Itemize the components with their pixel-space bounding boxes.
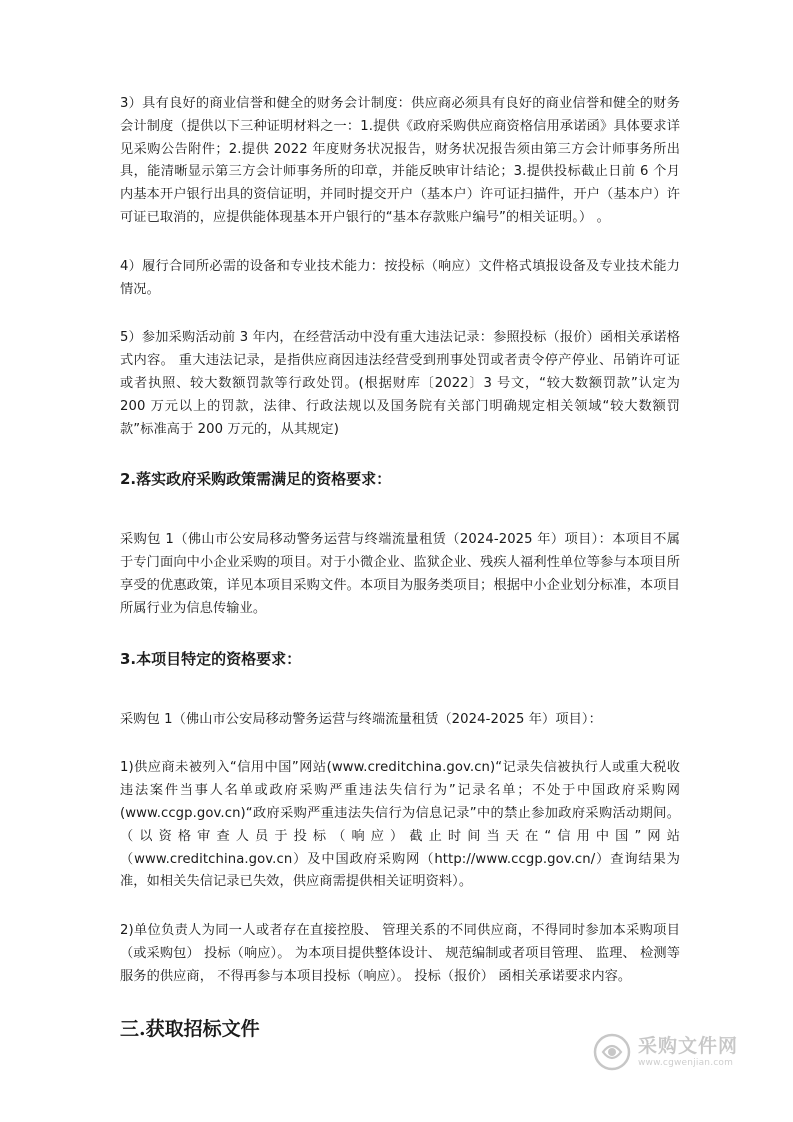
watermark bbox=[592, 1028, 752, 1076]
paragraph-equipment-requirement: 4）履行合同所必需的设备和专业技术能力：按投标（响应）文件格式填报设备及专业技术能力情况。 bbox=[120, 258, 680, 297]
cgwenjian-logo-icon bbox=[592, 1032, 632, 1072]
section-2-heading: 2.落实政府采购政策需满足的资格要求： bbox=[120, 470, 392, 489]
paragraph-financial-requirement: 3）具有良好的商业信誉和健全的财务会计制度：供应商必须具有良好的商业信誉和健全的财务会计制度（提供以下三种证明材料之一：1.提供《政府采购供应商资格信用承诺函》具体要求详见采购公告附件；2.提供 2022 年度财务状况报告，财务状况报告须由第三方会计师事务所出具，能清晰显示第三方会计师事务所的印章，并能反映审计结论；3.提供投标截止日前 6 个月内基本开户银行出具的资信证明，并同时提交开户（基本户）许可证扫描件，开户（基本户）许可证已取消的，应提供能体现基本开户银行的“基本存款账户编号”的相关证明。） 。 bbox=[120, 96, 680, 225]
section-3-item-2: 2)单位负责人为同一人或者存在直接控股、 管理关系的不同供应商，不得同时参加本采购项目（或采购包） 投标（响应）。 为本项目提供整体设计、 规范编制或者项目管理、 监理、 检测等服务的供应商， 不得再参与本项目投标（响应）。 投标（报价） 函相关承诺要求内容。 bbox=[120, 923, 680, 984]
section-3-intro: 采购包 1（佛山市公安局移动警务运营与终端流量租赁（2024-2025 年）项目）： bbox=[120, 711, 602, 727]
section-title-obtain-documents: 三.获取招标文件 bbox=[120, 1017, 260, 1040]
paragraph-no-violation-record: 5）参加采购活动前 3 年内，在经营活动中没有重大违法记录：参照投标（报价）函相关承诺格式内容。 重大违法记录，是指供应商因违法经营受到刑事处罚或者责令停产停业、吊销许可证或者执照、较大数额罚款等行政处罚。(根据财库〔2022〕3 号文，“较大数额罚款”认定为 200 万元以上的罚款，法律、行政法规以及国务院有关部门明确规定相关领域“较大数额罚款”标准高于 200 万元的，从其规定) bbox=[120, 330, 680, 437]
section-3-item-1: 1)供应商未被列入“信用中国”网站(www.creditchina.gov.cn)“记录失信被执行人或重大税收违法案件当事人名单或政府采购严重违法失信行为”记录名单；不处于中国政府采购网(www.ccgp.gov.cn)“政府采购严重违法失信行为信息记录”中的禁止参加政府采购活动期间。（以资格审查人员于投标（响应）截止时间当天在“信用中国”网站（www.creditchina.gov.cn）及中国政府采购网（http://www.ccgp.gov.cn/）查询结果为准，如相关失信记录已失效，供应商需提供相关证明资料）。 bbox=[120, 760, 680, 890]
watermark-url: www.cgwenjian.com bbox=[638, 1058, 734, 1068]
watermark-text bbox=[638, 1035, 738, 1069]
section-3-heading: 3.本项目特定的资格要求： bbox=[120, 649, 302, 668]
section-2-text: 采购包 1（佛山市公安局移动警务运营与终端流量租赁（2024-2025 年）项目）：本项目不属于专门面向中小企业采购的项目。对于小微企业、监狱企业、残疾人福利性单位等参与本项目所享受的优惠政策，详见本项目采购文件。本项目为服务类项目；根据中小企业划分标准，本项目所属行业为信息传输业。 bbox=[120, 532, 680, 616]
watermark-name: 采购文件网 bbox=[638, 1035, 739, 1057]
document-page bbox=[120, 93, 680, 1043]
